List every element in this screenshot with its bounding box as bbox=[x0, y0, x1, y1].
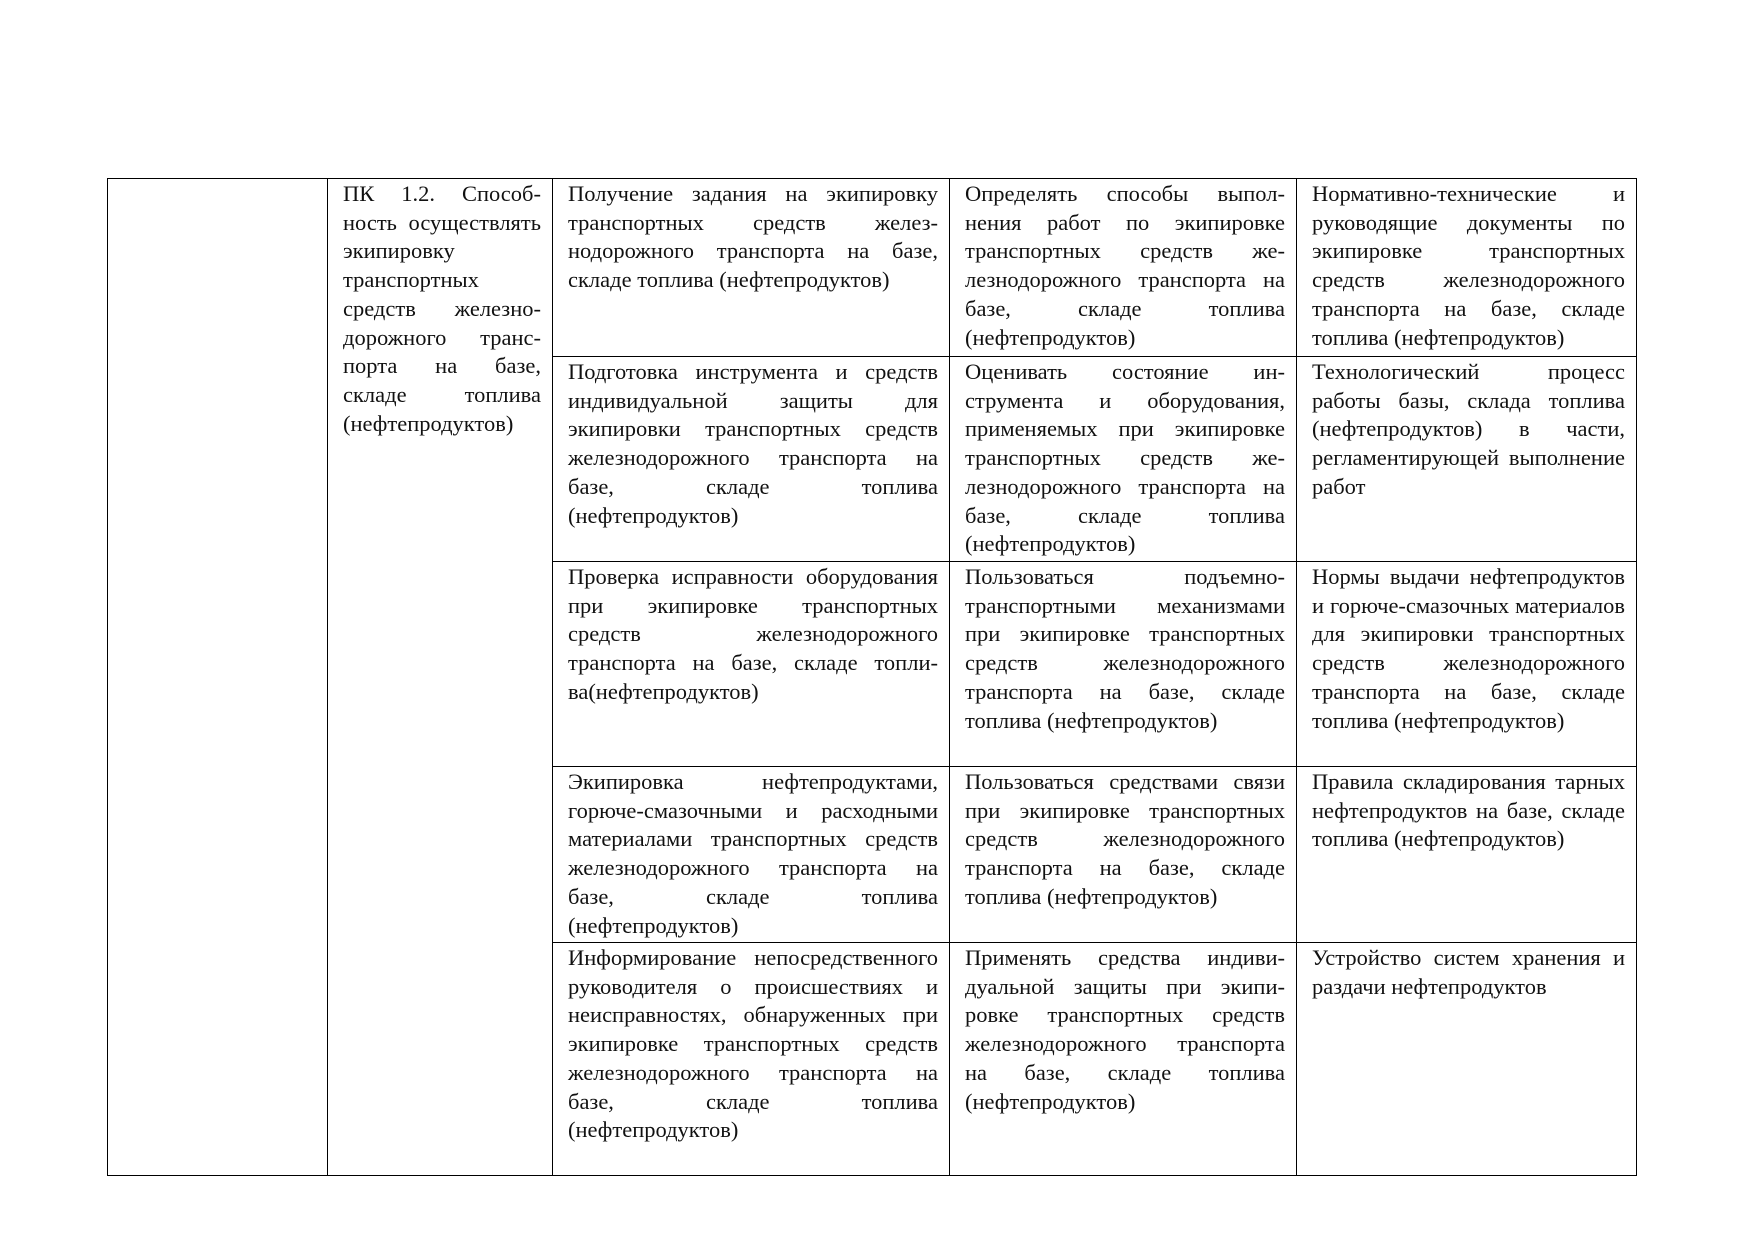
table-cell-skills bbox=[950, 179, 1297, 357]
table-cell-skills bbox=[950, 357, 1297, 562]
cell-text: Правила складирования тарных нефтепродуктов на базе, складе топлива (нефтепродуктов) bbox=[1312, 769, 1625, 852]
table-cell-skills bbox=[950, 767, 1297, 943]
cell-text: Нормативно-технические и руководящие документы по экипировке транспортных средств железнодорожного транспорта на базе, складе топлива (нефтепродуктов) bbox=[1312, 181, 1625, 350]
table-cell-empty bbox=[108, 179, 328, 1176]
table-cell-practical-experience bbox=[553, 943, 950, 1176]
table-cell-knowledge bbox=[1297, 357, 1637, 562]
cell-text: Пользоваться средствами связи при экипировке транспортных средств железнодорожного транспорта на базе, складе топлива (нефтепродуктов) bbox=[965, 769, 1285, 909]
table-cell-practical-experience bbox=[553, 767, 950, 943]
cell-text: Экипировка нефтепродуктами, горюче-смазочными и расходными материалами транспортных средств железнодорожного транспорта на базе, складе топлива (нефтепродуктов) bbox=[568, 769, 938, 938]
cell-text: Подготовка инструмента и средств индивидуальной защиты для экипировки транспортных средств железнодорожного транспорта на базе, складе топлива (нефтепродуктов) bbox=[568, 359, 938, 528]
table-cell-practical-experience bbox=[553, 562, 950, 767]
cell-text: Определять способы выполнения работ по экипировке транспортных средств железнодорожного транспорта на базе, складе топлива (нефтепродуктов) bbox=[965, 181, 1285, 350]
cell-text: Технологический процесс работы базы, склада топлива (нефтепродуктов) в части, регламентирующей выполнение работ bbox=[1312, 359, 1625, 499]
cell-text: Оценивать состояние инструмента и оборудования, применяемых при экипировке транспортных средств железнодорожного транспорта на базе, складе топлива (нефтепродуктов) bbox=[965, 359, 1285, 557]
cell-text: Пользоваться подъемно-транспортными механизмами при экипировке транспортных средств железнодорожного транспорта на базе, складе топлива (нефтепродуктов) bbox=[965, 564, 1285, 733]
competency-table bbox=[107, 178, 1637, 1176]
table-cell-skills bbox=[950, 943, 1297, 1176]
cell-text: Проверка исправности оборудования при экипировке транспортных средств железнодорожного транспорта на базе, складе топлива(нефтепродуктов) bbox=[568, 564, 938, 704]
table-cell-knowledge bbox=[1297, 943, 1637, 1176]
cell-text: Информирование непосредственного руководителя о происшествиях и неисправностях, обнаруженных при экипировке транспортных средств железнодорожного транспорта на базе, складе топлива (нефтепродуктов) bbox=[568, 945, 938, 1143]
table-cell-knowledge bbox=[1297, 179, 1637, 357]
table-cell-knowledge bbox=[1297, 562, 1637, 767]
cell-text: Нормы выдачи нефтепродуктов и горюче-смазочных материалов для экипировки транспортных средств железнодорожного транспорта на базе, складе топлива (нефтепродуктов) bbox=[1312, 564, 1625, 733]
competency-cell bbox=[328, 179, 553, 1176]
table-cell-knowledge bbox=[1297, 767, 1637, 943]
competency-text: ПК 1.2. Способность осуществлять экипировку транспортных средств железнодорожного транспорта на базе, складе топлива (нефтепродуктов) bbox=[343, 181, 541, 436]
cell-text: Получение задания на экипировку транспортных средств железнодорожного транспорта на базе, складе топлива (нефтепродуктов) bbox=[568, 181, 938, 293]
table-cell-skills bbox=[950, 562, 1297, 767]
table-cell-practical-experience bbox=[553, 357, 950, 562]
table-cell-practical-experience bbox=[553, 179, 950, 357]
cell-text: Применять средства индивидуальной защиты при экипировке транспортных средств железнодорожного транспорта на базе, складе топлива (нефтепродуктов) bbox=[965, 945, 1285, 1114]
table-row bbox=[108, 179, 1637, 357]
cell-text: Устройство систем хранения и раздачи нефтепродуктов bbox=[1312, 945, 1625, 999]
